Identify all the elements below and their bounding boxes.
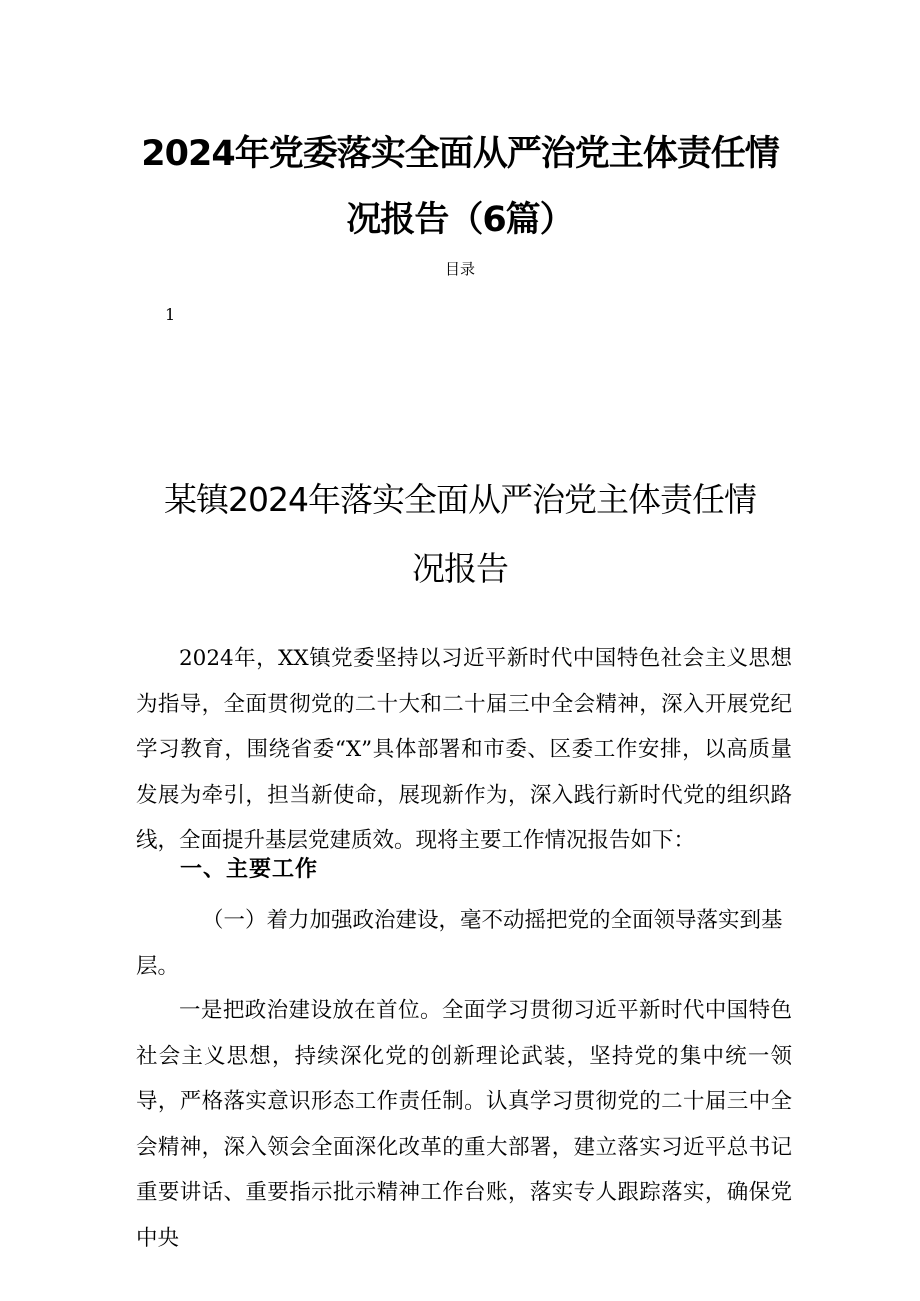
toc-label: 目录: [444, 260, 475, 278]
subsection-heading-political-building: （一）着力加强政治建设，毫不动摇把党的全面领导落实到基层。: [136, 908, 783, 979]
body-paragraph-political-priority: 一是把政治建设放在首位。全面学习贯彻习近平新时代中国特色社会主义思想，持续深化党的创新理论武装，坚持党的集中统一领导，严格落实意识形态工作责任制。认真学习贯彻党的二十届三中全会精神，深入领会全面深化改革的重大部署，建立落实习近平总书记重要讲话、重要指示批示精神工作台账，落实专人跟踪落实，确保党中央: [136, 998, 792, 1251]
toc-entry[interactable]: 1: [165, 305, 176, 324]
report-title-line-2: 况报告: [412, 549, 508, 588]
main-title-line-1: 2024年党委落实全面从严治党主体责任情: [141, 134, 779, 174]
report-title-line-1: 某镇2024年落实全面从严治党主体责任情: [164, 480, 756, 519]
main-title-line-2: 况报告（6篇）: [346, 200, 574, 240]
intro-paragraph: 2024年，XX镇党委坚持以习近平新时代中国特色社会主义思想为指导，全面贯彻党的二十大和二十届三中全会精神，深入开展党纪学习教育，围绕省委“X”具体部署和市委、区委工作安排，以高质量发展为牵引，担当新使命，展现新作为，深入践行新时代党的组织路线，全面提升基层党建质效。现将主要工作情况报告如下：: [136, 646, 792, 853]
section-heading-main-work: 一、主要工作: [180, 857, 319, 882]
